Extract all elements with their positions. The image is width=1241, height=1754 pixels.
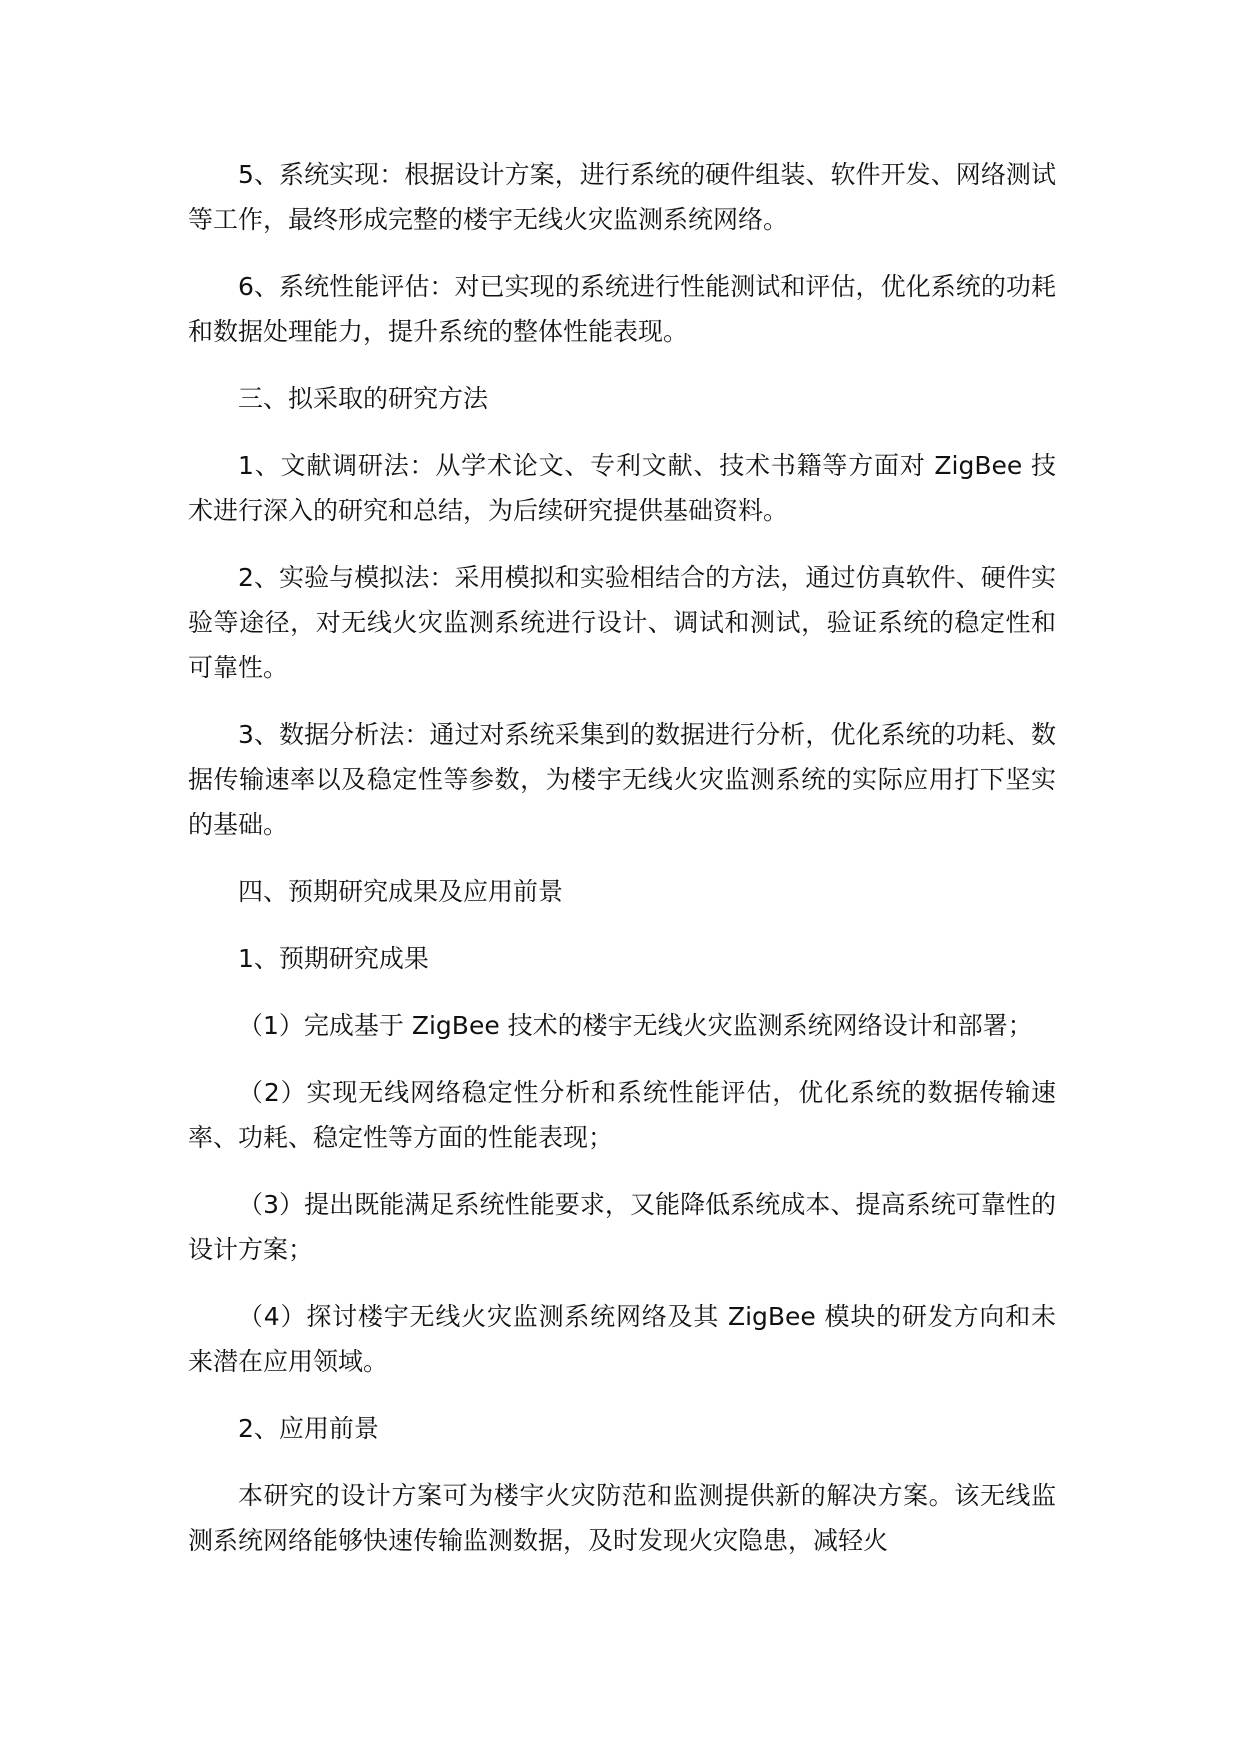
section-heading-research-methods: 三、拟采取的研究方法 — [238, 384, 489, 413]
subheading-application-prospects: 2、应用前景 — [238, 1414, 379, 1443]
section-heading-expected-results: 四、预期研究成果及应用前景 — [238, 877, 564, 906]
list-item-result-2: （2）实现无线网络稳定性分析和系统性能评估，优化系统的数据传输速率、功耗、稳定性等方面的性能表现； — [188, 1078, 1056, 1152]
paragraph-literature-research: 1、文献调研法：从学术论文、专利文献、技术书籍等方面对 ZigBee 技术进行深入的研究和总结，为后续研究提供基础资料。 — [188, 451, 1056, 525]
paragraph-performance-evaluation: 6、系统性能评估：对已实现的系统进行性能测试和评估，优化系统的功耗和数据处理能力，提升系统的整体性能表现。 — [188, 272, 1056, 346]
paragraph-application-prospects: 本研究的设计方案可为楼宇火灾防范和监测提供新的解决方案。该无线监测系统网络能够快速传输监测数据，及时发现火灾隐患，减轻火 — [188, 1481, 1056, 1555]
subheading-expected-results: 1、预期研究成果 — [238, 944, 429, 973]
list-item-result-3: （3）提出既能满足系统性能要求，又能降低系统成本、提高系统可靠性的设计方案； — [188, 1190, 1056, 1264]
list-item-result-1: （1）完成基于 ZigBee 技术的楼宇无线火灾监测系统网络设计和部署； — [238, 1011, 1033, 1040]
paragraph-system-implementation: 5、系统实现：根据设计方案，进行系统的硬件组装、软件开发、网络测试等工作，最终形成完整的楼宇无线火灾监测系统网络。 — [188, 160, 1056, 234]
paragraph-experiment-simulation: 2、实验与模拟法：采用模拟和实验相结合的方法，通过仿真软件、硬件实验等途径，对无线火灾监测系统进行设计、调试和测试，验证系统的稳定性和可靠性。 — [188, 563, 1056, 682]
paragraph-data-analysis: 3、数据分析法：通过对系统采集到的数据进行分析，优化系统的功耗、数据传输速率以及稳定性等参数，为楼宇无线火灾监测系统的实际应用打下坚实的基础。 — [188, 720, 1056, 839]
document-page — [188, 152, 1056, 1585]
list-item-result-4: （4）探讨楼宇无线火灾监测系统网络及其 ZigBee 模块的研发方向和未来潜在应用领域。 — [188, 1302, 1056, 1376]
